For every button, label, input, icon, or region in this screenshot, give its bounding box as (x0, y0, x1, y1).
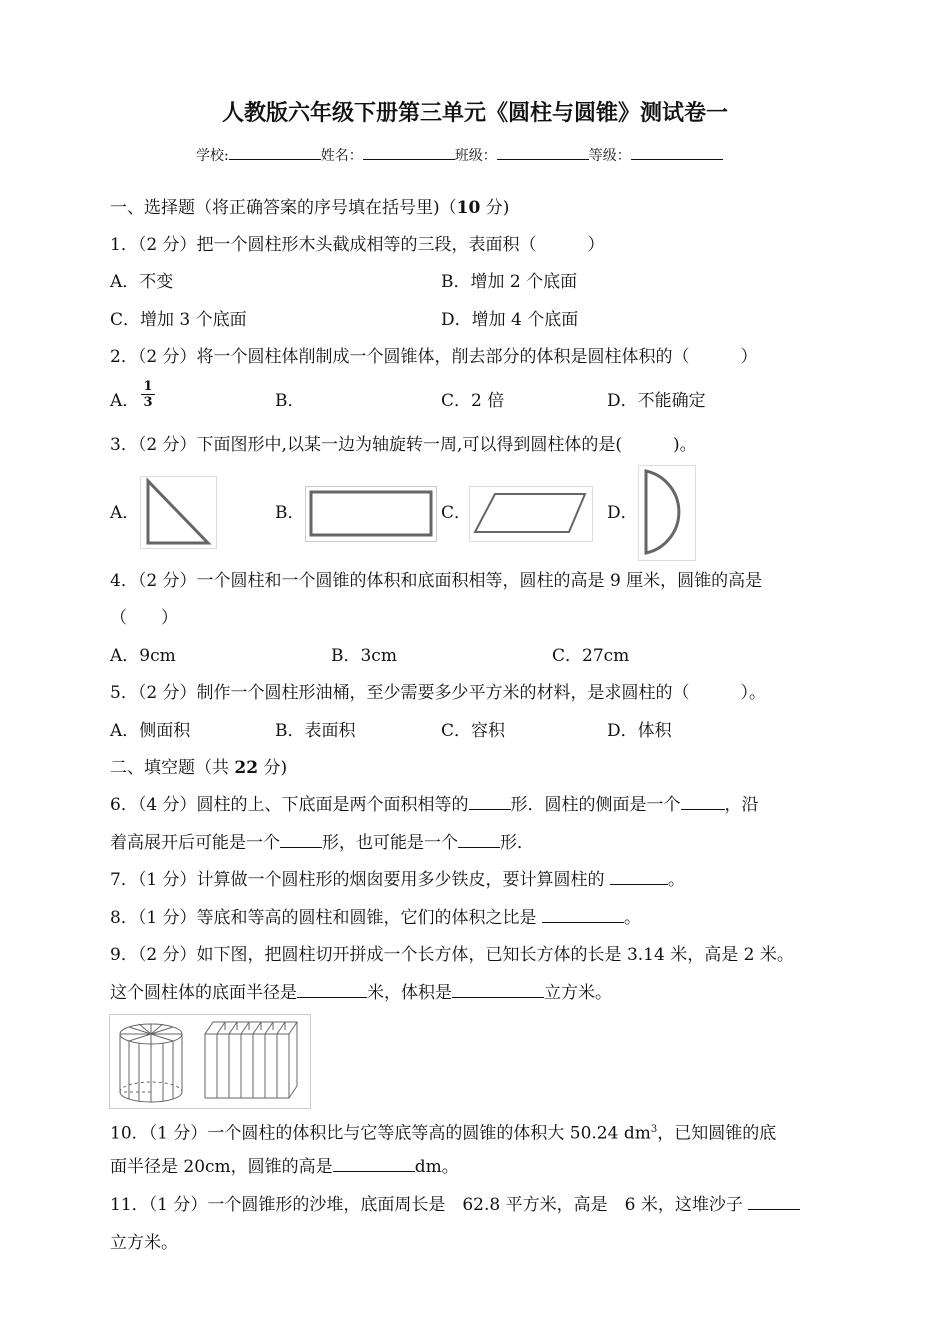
q6-text-6: 形． (500, 833, 534, 853)
q8-text-2: 。 (623, 908, 641, 928)
section1-heading (110, 198, 509, 218)
q8-blank[interactable] (542, 908, 624, 923)
q10-text-4: dm。 (414, 1157, 459, 1177)
q6-text-1: 6．（4 分）圆柱的上、下底面是两个面积相等的 (110, 795, 469, 815)
q11-line2: 立方米。 (110, 1233, 178, 1253)
grade-label: 等级： (588, 148, 631, 164)
q7-text-2: 。 (667, 870, 685, 890)
section2-unit: 分) (258, 758, 288, 778)
q6-text-4: 着高展开后可能是一个 (110, 833, 280, 853)
q1-option-b[interactable]: B．增加 2 个底面 (441, 272, 578, 292)
q5-option-b[interactable]: B．表面积 (275, 721, 356, 741)
q6-line2 (110, 833, 534, 853)
q10-line1 (110, 1120, 776, 1144)
parallelogram-figure (469, 486, 593, 542)
q10-text-1: 10．（1 分）一个圆柱的体积比与它等底等高的圆锥的体积大 50.24 dm (110, 1123, 651, 1144)
q9-blank-2[interactable] (452, 983, 544, 998)
q3-option-c[interactable]: C． (441, 503, 472, 523)
q1-option-c[interactable]: C．增加 3 个底面 (110, 310, 247, 330)
q5-text: 5．（2 分）制作一个圆柱形油桶，至少需要多少平方米的材料，是求圆柱的（ ）。 (110, 683, 767, 703)
section1-unit: 分) (480, 198, 510, 218)
q11-blank[interactable] (748, 1195, 800, 1210)
q5-option-d[interactable]: D．体积 (607, 721, 672, 741)
q3-option-a[interactable]: A． (110, 503, 140, 523)
class-blank[interactable] (497, 145, 589, 160)
q10-superscript: 3 (650, 1124, 658, 1135)
q8-text-1: 8．（1 分）等底和等高的圆柱和圆锥，它们的体积之比是 (110, 908, 542, 928)
q10-line2 (110, 1157, 459, 1177)
rectangle-figure (305, 486, 437, 542)
school-blank[interactable] (229, 145, 321, 160)
fraction-denominator: 3 (143, 395, 153, 410)
semicircle-figure (638, 465, 696, 561)
section2-heading (110, 758, 287, 778)
name-blank[interactable] (363, 145, 455, 160)
section1-points: 10 (456, 198, 481, 218)
section2-points: 22 (234, 758, 259, 778)
q4-text: 4．（2 分）一个圆柱和一个圆锥的体积和底面积相等，圆柱的高是 9 厘米，圆锥的高是 (110, 571, 763, 591)
q3-option-d[interactable]: D． (607, 503, 638, 523)
q5-option-a[interactable]: A．侧面积 (110, 721, 191, 741)
right-triangle-figure (140, 476, 218, 550)
q1-option-a[interactable]: A．不变 (110, 272, 174, 292)
fraction-one-third (141, 380, 155, 409)
q3-text: 3．（2 分）下面图形中,以某一边为轴旋转一周,可以得到圆柱体的是( )。 (110, 435, 697, 455)
q1-text: 1．（2 分）把一个圆柱形木头截成相等的三段，表面积（ ） (110, 235, 605, 255)
q9-text-1: 这个圆柱体的底面半径是 (110, 983, 297, 1003)
q7-text-1: 7．（1 分）计算做一个圆柱形的烟囱要用多少铁皮，要计算圆柱的 (110, 870, 610, 890)
q6-blank-4[interactable] (458, 833, 500, 848)
q4-option-b[interactable]: B．3cm (331, 646, 397, 666)
q11-line1 (110, 1195, 800, 1215)
q9-text-3: 立方米。 (544, 983, 612, 1003)
q5-option-c[interactable]: C．容积 (441, 721, 506, 741)
q1-option-d[interactable]: D．增加 4 个底面 (441, 310, 579, 330)
q8-line (110, 908, 641, 928)
q2-option-a[interactable]: A． (110, 391, 140, 411)
q9-line1: 9．（2 分）如下图，把圆柱切开拼成一个长方体，已知长方体的长是 3.14 米，高是 2 米。 (110, 945, 794, 965)
school-label: 学校: (196, 148, 229, 164)
q4-option-a[interactable]: A．9cm (110, 646, 176, 666)
grade-blank[interactable] (631, 145, 723, 160)
cylinder-to-cuboid-figure (109, 1014, 311, 1109)
q6-text-5: 形，也可能是一个 (322, 833, 458, 853)
q6-blank-3[interactable] (280, 833, 322, 848)
q6-line1 (110, 795, 759, 815)
name-label: 姓名： (320, 148, 363, 164)
fraction-numerator: 1 (141, 380, 155, 395)
q6-blank-2[interactable] (681, 795, 725, 810)
q9-line2 (110, 983, 612, 1003)
q10-text-3: 面半径是 20cm，圆锥的高是 (110, 1157, 333, 1177)
class-label: 班级： (454, 148, 497, 164)
q2-option-b[interactable]: B． (275, 391, 305, 411)
q7-blank[interactable] (610, 870, 668, 885)
section2-label: 二、填空题（共 (110, 758, 235, 778)
q6-text-3: ，沿 (724, 795, 759, 815)
q2-option-d[interactable]: D．不能确定 (607, 391, 706, 411)
q2-option-c[interactable]: C．2 倍 (441, 391, 505, 411)
q10-text-2: ，已知圆锥的底 (657, 1123, 777, 1144)
q9-blank-1[interactable] (297, 983, 367, 998)
q4-option-c[interactable]: C．27cm (552, 646, 630, 666)
q7-line (110, 870, 685, 890)
q6-text-2: 形．圆柱的侧面是一个 (510, 795, 681, 815)
header-fields (196, 145, 723, 166)
q10-blank[interactable] (333, 1157, 415, 1172)
q6-blank-1[interactable] (469, 795, 511, 810)
q4-blank[interactable]: （ ） (110, 608, 178, 628)
q2-text: 2．（2 分）将一个圆柱体削制成一个圆锥体，削去部分的体积是圆柱体积的（ ） (110, 347, 758, 367)
q11-text-1: 11．（1 分）一个圆锥形的沙堆，底面周长是 62.8 平方米，高是 6 米，这堆沙子 (110, 1195, 749, 1215)
section1-label: 一、选择题（将正确答案的序号填在括号里)（ (110, 198, 457, 218)
q3-option-b[interactable]: B． (275, 503, 305, 523)
page-title: 人教版六年级下册第三单元《圆柱与圆锥》测试卷一 (221, 100, 728, 126)
q9-text-2: 米，体积是 (367, 983, 452, 1003)
